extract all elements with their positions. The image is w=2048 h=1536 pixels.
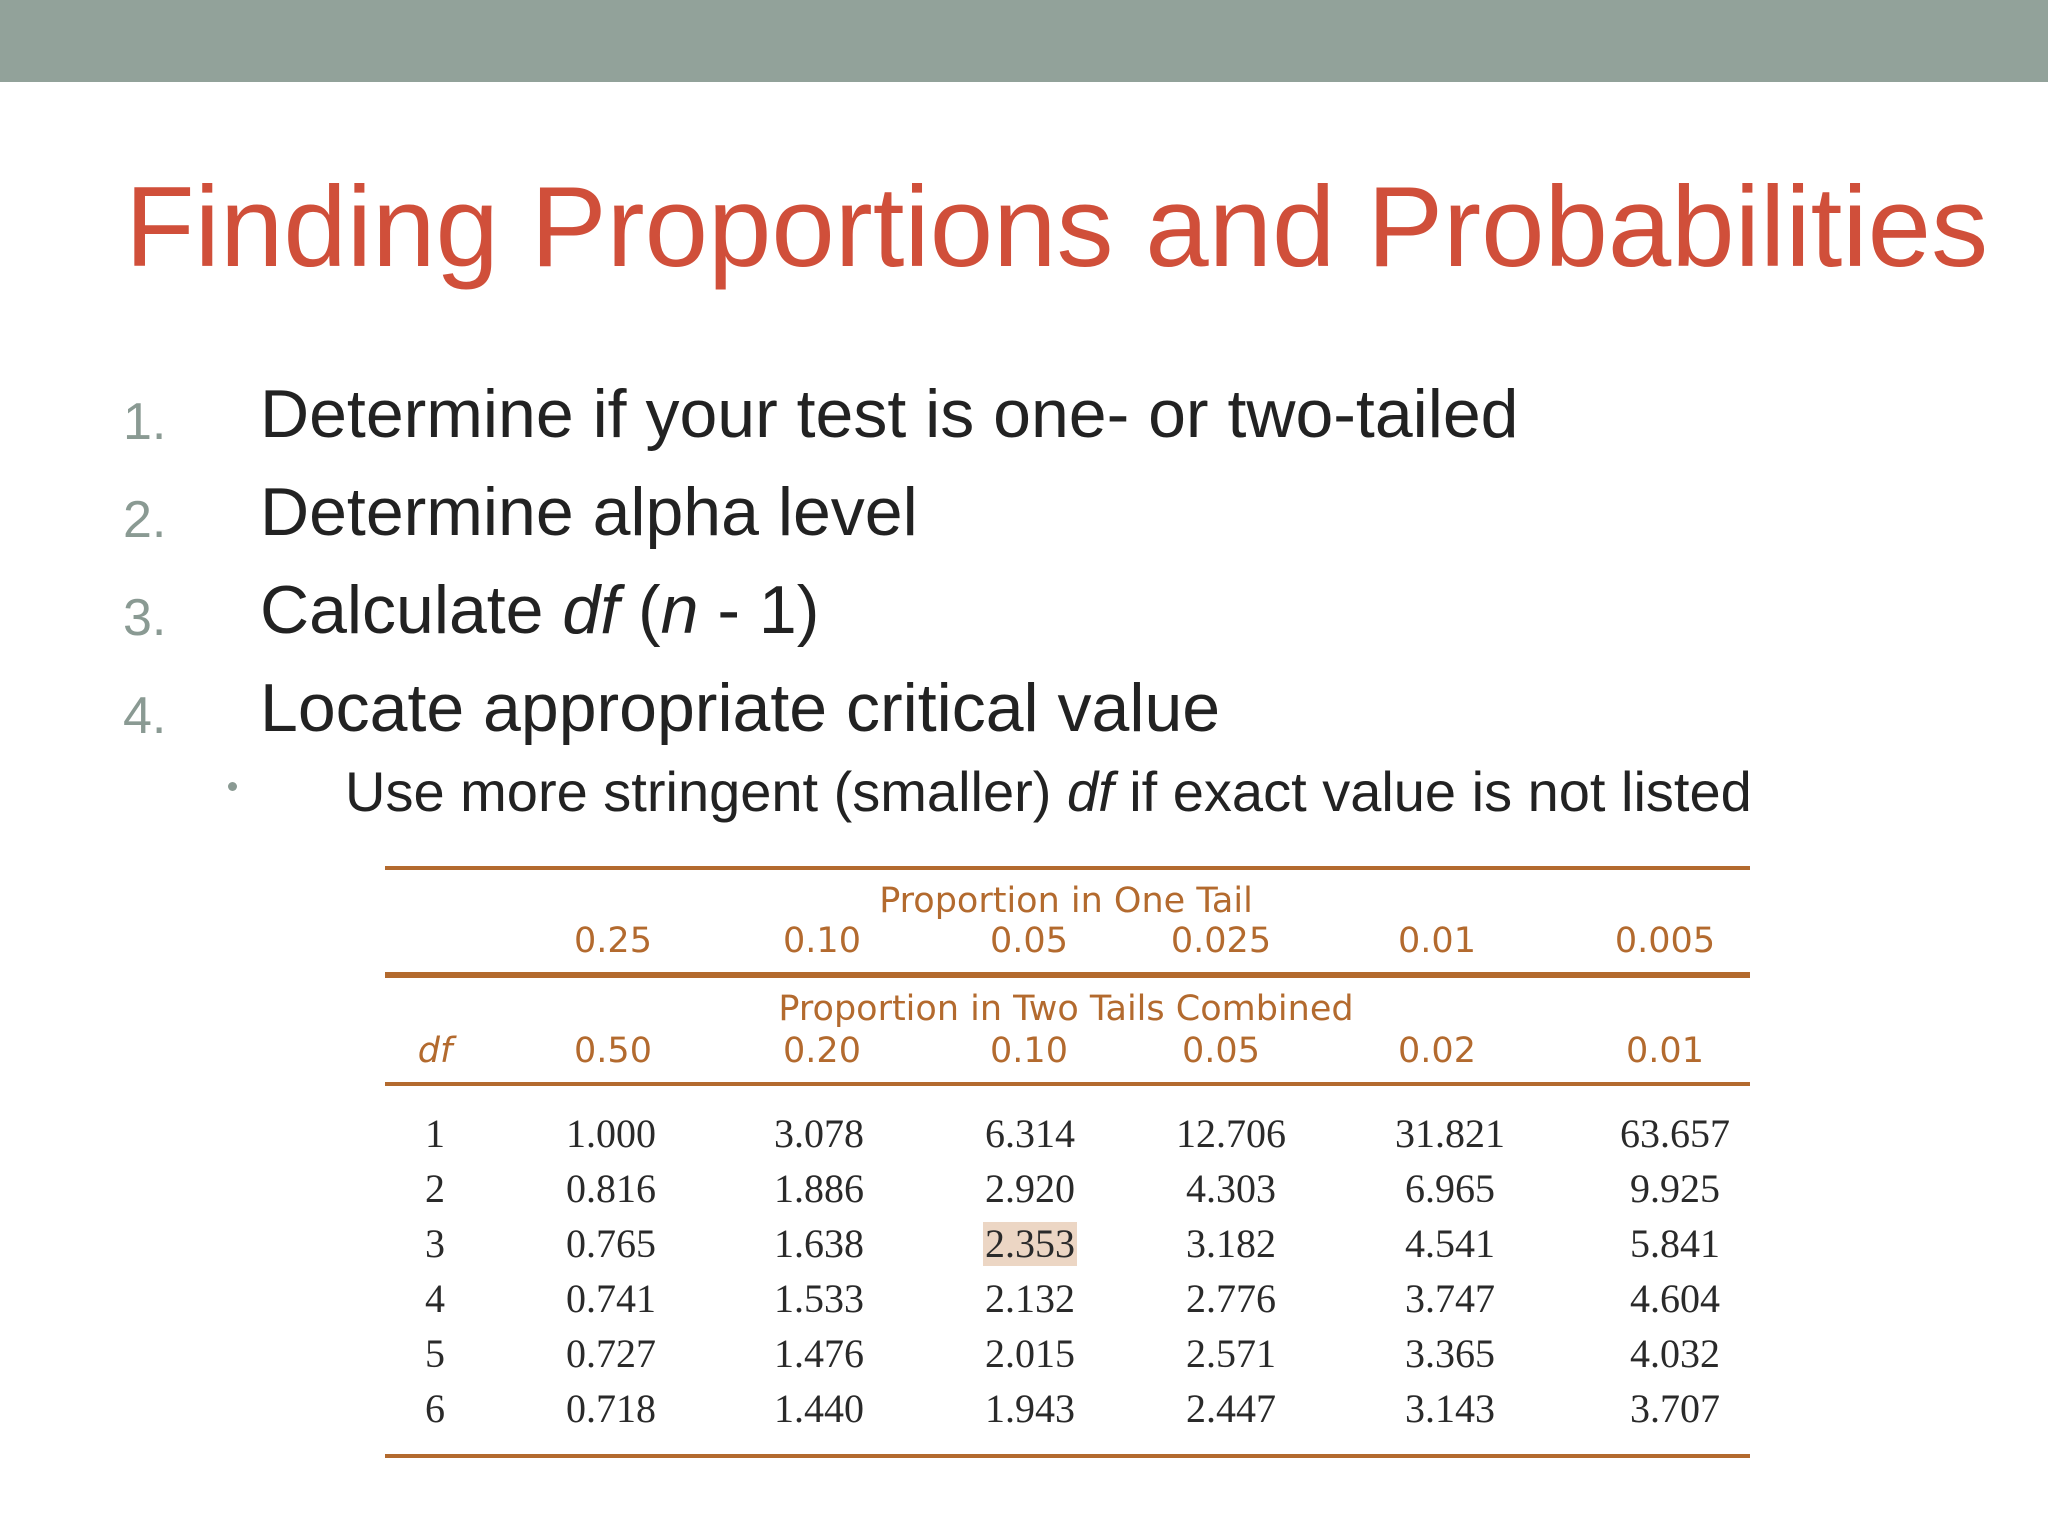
two-tail-value: 0.50 — [574, 1031, 652, 1071]
critical-value-cell: 2.571 — [1186, 1331, 1276, 1376]
one-tail-caption: Proportion in One Tail — [879, 881, 1253, 921]
two-tail-value: 0.01 — [1626, 1031, 1704, 1071]
two-tail-caption: Proportion in Two Tails Combined — [778, 989, 1354, 1029]
table-header-rule — [385, 1082, 1750, 1086]
two-tail-value: 0.20 — [783, 1031, 861, 1071]
sub-bullet-text — [345, 760, 1752, 823]
df-cell: 3 — [425, 1221, 445, 1266]
slide-title: Finding Proportions and Probabilities — [125, 164, 1989, 291]
critical-value-cell: 0.718 — [566, 1386, 656, 1431]
critical-value-cell: 4.604 — [1630, 1276, 1720, 1321]
one-tail-value: 0.05 — [990, 921, 1068, 961]
step-item — [0, 370, 2048, 460]
step-number: 3. — [123, 589, 167, 647]
two-tail-value: 0.10 — [990, 1031, 1068, 1071]
df-cell: 1 — [425, 1111, 445, 1156]
step-text-part: - 1) — [698, 572, 820, 648]
two-tail-value: 0.05 — [1182, 1031, 1260, 1071]
critical-value-cell: 6.965 — [1405, 1166, 1495, 1211]
table-mid-rule — [385, 972, 1750, 978]
step-item — [0, 468, 2048, 558]
critical-value-cell: 4.541 — [1405, 1221, 1495, 1266]
two-tail-value: 0.02 — [1398, 1031, 1476, 1071]
step-item — [0, 664, 2048, 754]
df-cell: 6 — [425, 1386, 445, 1431]
critical-value-cell: 0.765 — [566, 1221, 656, 1266]
step-text-part: Calculate — [260, 572, 563, 648]
critical-value-cell: 4.303 — [1186, 1166, 1276, 1211]
critical-value-cell: 2.447 — [1186, 1386, 1276, 1431]
critical-value-cell: 1.943 — [985, 1386, 1075, 1431]
n-italic: n — [660, 572, 699, 648]
critical-value-cell: 5.841 — [1630, 1221, 1720, 1266]
critical-value-cell: 1.638 — [774, 1221, 864, 1266]
df-cell: 2 — [425, 1166, 445, 1211]
critical-value-cell: 1.440 — [774, 1386, 864, 1431]
critical-value-cell: 0.816 — [566, 1166, 656, 1211]
critical-value-cell: 2.132 — [985, 1276, 1075, 1321]
critical-value-cell: 3.143 — [1405, 1386, 1495, 1431]
critical-value-cell: 4.032 — [1630, 1331, 1720, 1376]
table-top-rule — [385, 866, 1750, 870]
one-tail-value: 0.01 — [1398, 921, 1476, 961]
step-text: Locate appropriate critical value — [260, 670, 1221, 746]
one-tail-value: 0.25 — [574, 921, 652, 961]
step-number: 2. — [123, 491, 167, 549]
step-text — [260, 572, 820, 648]
critical-value-cell: 3.182 — [1186, 1221, 1276, 1266]
df-cell: 5 — [425, 1331, 445, 1376]
one-tail-value: 0.10 — [783, 921, 861, 961]
step-text: Determine alpha level — [260, 474, 918, 550]
critical-value-cell: 2.920 — [985, 1166, 1075, 1211]
critical-value-cell: 1.000 — [566, 1111, 656, 1156]
df-column-header: df — [417, 1031, 453, 1071]
critical-value-cell: 3.365 — [1405, 1331, 1495, 1376]
critical-value-cell: 1.533 — [774, 1276, 864, 1321]
critical-value-cell: 31.821 — [1395, 1111, 1505, 1156]
critical-value-cell: 63.657 — [1620, 1111, 1730, 1156]
table-bottom-rule — [385, 1454, 1750, 1458]
critical-value-cell: 1.886 — [774, 1166, 864, 1211]
step-number: 1. — [123, 393, 167, 451]
critical-value-cell: 3.747 — [1405, 1276, 1495, 1321]
step-text-part: ( — [619, 572, 661, 648]
sub-text-part: Use more stringent (smaller) — [345, 760, 1067, 823]
sub-text-part: if exact value is not listed — [1113, 760, 1752, 823]
t-distribution-table — [385, 862, 1750, 1462]
critical-value-cell: 9.925 — [1630, 1166, 1720, 1211]
bullet-dot-icon — [228, 782, 237, 791]
highlighted-critical-value-cell: 2.353 — [985, 1221, 1075, 1266]
df-cell: 4 — [425, 1276, 445, 1321]
critical-value-cell: 3.078 — [774, 1111, 864, 1156]
critical-value-cell: 2.015 — [985, 1331, 1075, 1376]
critical-value-cell: 0.727 — [566, 1331, 656, 1376]
step-number: 4. — [123, 687, 167, 745]
critical-value-cell: 3.707 — [1630, 1386, 1720, 1431]
one-tail-value: 0.005 — [1614, 921, 1716, 961]
df-italic: df — [1066, 760, 1114, 823]
step-text: Determine if your test is one- or two-tailed — [260, 376, 1519, 452]
one-tail-value: 0.025 — [1170, 921, 1272, 961]
critical-value-cell: 6.314 — [985, 1111, 1075, 1156]
critical-value-cell: 0.741 — [566, 1276, 656, 1321]
df-italic: df — [562, 572, 620, 648]
critical-value-cell: 2.776 — [1186, 1276, 1276, 1321]
critical-value-cell: 1.476 — [774, 1331, 864, 1376]
critical-value-cell: 12.706 — [1176, 1111, 1286, 1156]
step-item — [0, 566, 2048, 656]
